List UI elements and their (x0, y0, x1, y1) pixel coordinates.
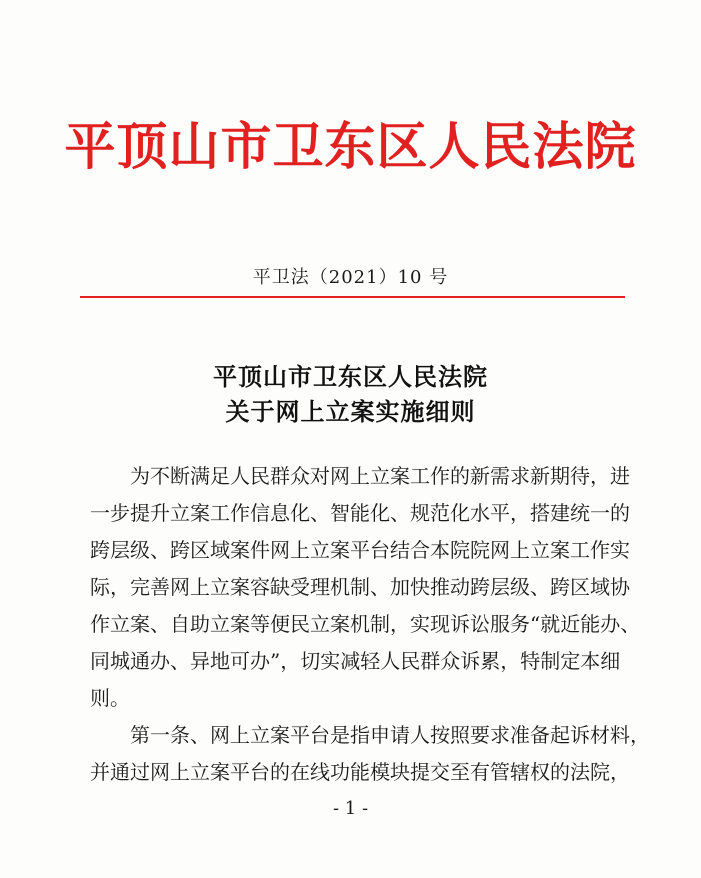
body-line: 一步提升立案工作信息化、智能化、规范化水平，搭建统一的 (90, 501, 630, 525)
body-line: 跨层级、跨区域案件网上立案平台结合本院院网上立案工作实 (90, 538, 630, 562)
org-header: 平顶山市卫东区人民法院 (64, 118, 637, 177)
red-divider (80, 296, 625, 298)
document-title-line-1: 平顶山市卫东区人民法院 (213, 363, 488, 391)
body-line: 作立案、自助立案等便民立案机制，实现诉讼服务“就近能办、 (90, 612, 641, 636)
body-line: 为不断满足人民群众对网上立案工作的新需求新期待，进 (130, 464, 630, 488)
body-line: 则。 (90, 686, 130, 710)
page-number: - 1 - (332, 798, 369, 819)
body-line: 同城通办、异地可办”，切实减轻人民群众诉累，特制定本细 (90, 649, 621, 673)
body-line: 第一条、网上立案平台是指申请人按照要求准备起诉材料， (130, 723, 650, 747)
body-line: 际，完善网上立案容缺受理机制、加快推动跨层级、跨区域协 (90, 575, 630, 599)
document-number: 平卫法（2021）10 号 (252, 267, 449, 288)
document-title-line-2: 关于网上立案实施细则 (225, 398, 476, 426)
body-line: 并通过网上立案平台的在线功能模块提交至有管辖权的法院， (90, 760, 630, 784)
